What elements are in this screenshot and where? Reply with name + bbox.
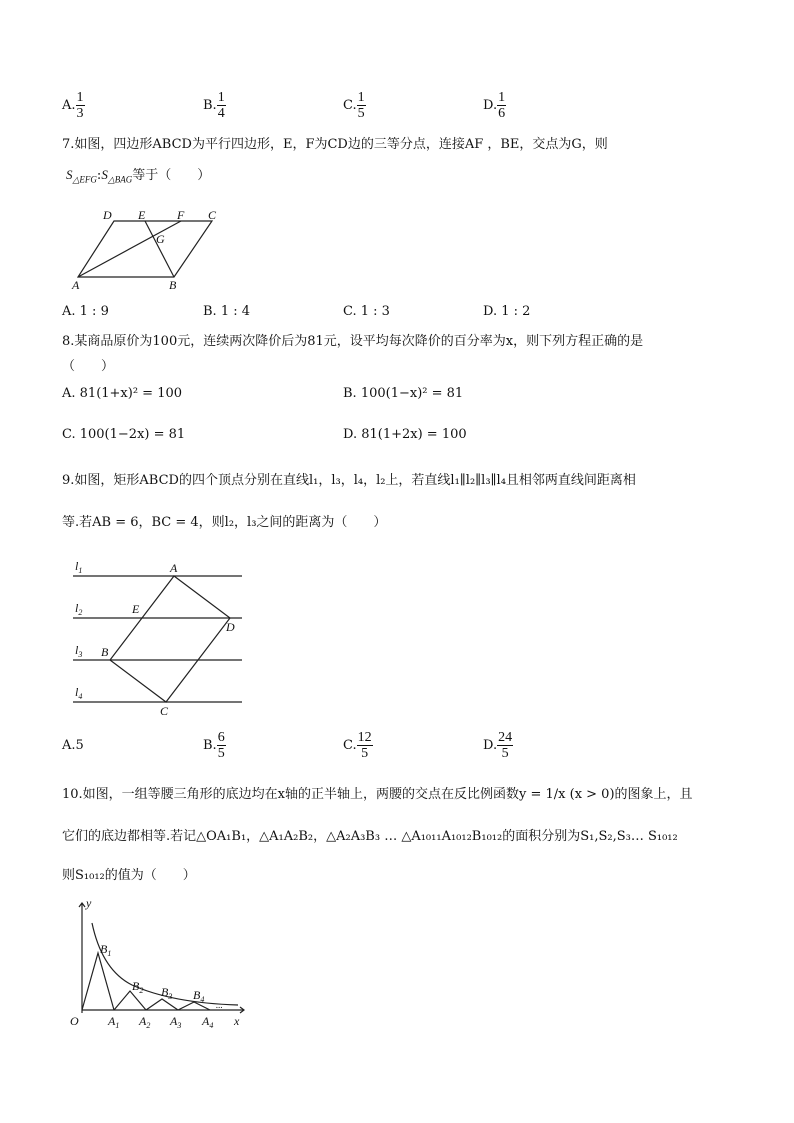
q7-stem-line2: $S_{\triangle EFG}:S_{\triangle BAG}$等于（ ） — [66, 167, 211, 185]
q9-stem-line2: 等.若AB = 6，BC = 4，则l₂，l₃之间的距离为（ ） — [62, 515, 387, 530]
q9-option-d: D. $\frac{24}{5}$ — [483, 730, 513, 761]
q7-stem-line1: 7.如图，四边形ABCD为平行四边形，E，F为CD边的三等分点，连接AF ，BE，交点为G，则 — [62, 137, 608, 152]
q9-stem-line1: 9.如图，矩形ABCD的四个顶点分别在直线l₁，l₃，l₄，l₂上，若直线l₁∥l₂∥l₃∥l₄且相邻两直线间距离相 — [62, 473, 636, 488]
q8-option-a: A. 81(1+x)² = 100 — [62, 386, 183, 401]
label-l3: $l_3$ — [75, 643, 83, 659]
fraction: $\frac{1}{4}$ — [217, 90, 225, 121]
label-l1: $l_1$ — [75, 559, 83, 575]
q7-parallelogram-figure — [70, 205, 230, 295]
q6-option-a: A. $\frac{1}{3}$ — [62, 90, 84, 121]
rectangle-abcd — [110, 576, 230, 702]
label-d: D — [103, 208, 112, 222]
segment-af — [78, 221, 181, 277]
fraction: $\frac{6}{5}$ — [217, 730, 225, 761]
q10-stem-line1: 10.如图，一组等腰三角形的底边均在x轴的正半轴上，两腰的交点在反比例函数y = 1/x (x > 0)的图象上，且 — [62, 787, 693, 802]
label-ellipsis: ... — [216, 1000, 223, 1010]
label-l4: $l_4$ — [75, 685, 83, 701]
segment-be — [145, 221, 174, 277]
q10-stem-line3: 则S₁₀₁₂的值为（ ） — [62, 868, 196, 883]
label-c: C — [160, 704, 169, 718]
fraction: $\frac{12}{5}$ — [357, 730, 372, 761]
fraction: $\frac{1}{5}$ — [357, 90, 365, 121]
q10-hyperbola-figure — [62, 895, 252, 1035]
q8-option-d: D. 81(1+2x) = 100 — [343, 427, 467, 442]
q7-option-d: D. 1 : 2 — [483, 304, 531, 319]
q9-option-b: B. $\frac{6}{5}$ — [203, 730, 225, 761]
label-b4: $B_4$ — [193, 988, 205, 1004]
q9-rectangle-figure — [70, 555, 250, 720]
q8-option-c: C. 100(1−2x) = 81 — [62, 427, 186, 442]
label-l2: $l_2$ — [75, 601, 83, 617]
label-e: E — [138, 208, 146, 222]
q7-option-a: A. 1 : 9 — [62, 304, 109, 319]
label-b: B — [169, 278, 177, 292]
label-b2: $B_2$ — [132, 979, 144, 995]
q9-option-c: C. $\frac{12}{5}$ — [343, 730, 372, 761]
fraction: $\frac{24}{5}$ — [498, 730, 513, 761]
q7-option-b: B. 1 : 4 — [203, 304, 251, 319]
label-x: x — [234, 1014, 240, 1028]
label-b: B — [101, 645, 109, 659]
label-o: O — [70, 1014, 79, 1028]
label-y: y — [86, 896, 92, 910]
fraction: $\frac{1}{3}$ — [76, 90, 84, 121]
area-ratio-right: $S_{\triangle BAG}$ — [101, 167, 133, 185]
label-f: F — [177, 208, 185, 222]
label-d: D — [226, 620, 235, 634]
label-b3: $B_3$ — [161, 985, 173, 1001]
q10-stem-line2: 它们的底边都相等.若记△OA₁B₁，△A₁A₂B₂，△A₂A₃B₃ … △A₁₀₁₁A₁₀₁₂B₁₀₁₂的面积分别为S₁,S₂,S₃… S₁₀₁₂ — [62, 829, 678, 844]
q7-option-c: C. 1 : 3 — [343, 304, 390, 319]
q6-option-c: C. $\frac{1}{5}$ — [343, 90, 365, 121]
area-ratio-left: $S_{\triangle EFG}$ — [66, 167, 97, 185]
q6-option-b: B. $\frac{1}{4}$ — [203, 90, 225, 121]
label-a4: $A_4$ — [202, 1014, 214, 1030]
q8-stem-line1: 8.某商品原价为100元，连续两次降价后为81元，设平均每次降价的百分率为x，则下列方程正确的是 — [62, 334, 644, 349]
label-e: E — [132, 602, 140, 616]
q8-stem-line2: （ ） — [62, 359, 115, 374]
triangle-a2a3b3 — [146, 999, 178, 1010]
fraction: $\frac{1}{6}$ — [498, 90, 506, 121]
label-a2: $A_2$ — [139, 1014, 151, 1030]
label-b1: $B_1$ — [100, 942, 112, 958]
label-a: A — [170, 561, 178, 575]
label-a3: $A_3$ — [170, 1014, 182, 1030]
label-a1: $A_1$ — [108, 1014, 120, 1030]
q9-option-a: A.5 — [62, 738, 84, 753]
parallelogram-abcd — [78, 221, 212, 277]
q6-option-d: D. $\frac{1}{6}$ — [483, 90, 506, 121]
q8-option-b: B. 100(1−x)² = 81 — [343, 386, 464, 401]
label-a: A — [72, 278, 80, 292]
label-c: C — [208, 208, 217, 222]
triangle-oa1b1 — [82, 953, 114, 1010]
label-g: G — [156, 232, 165, 246]
